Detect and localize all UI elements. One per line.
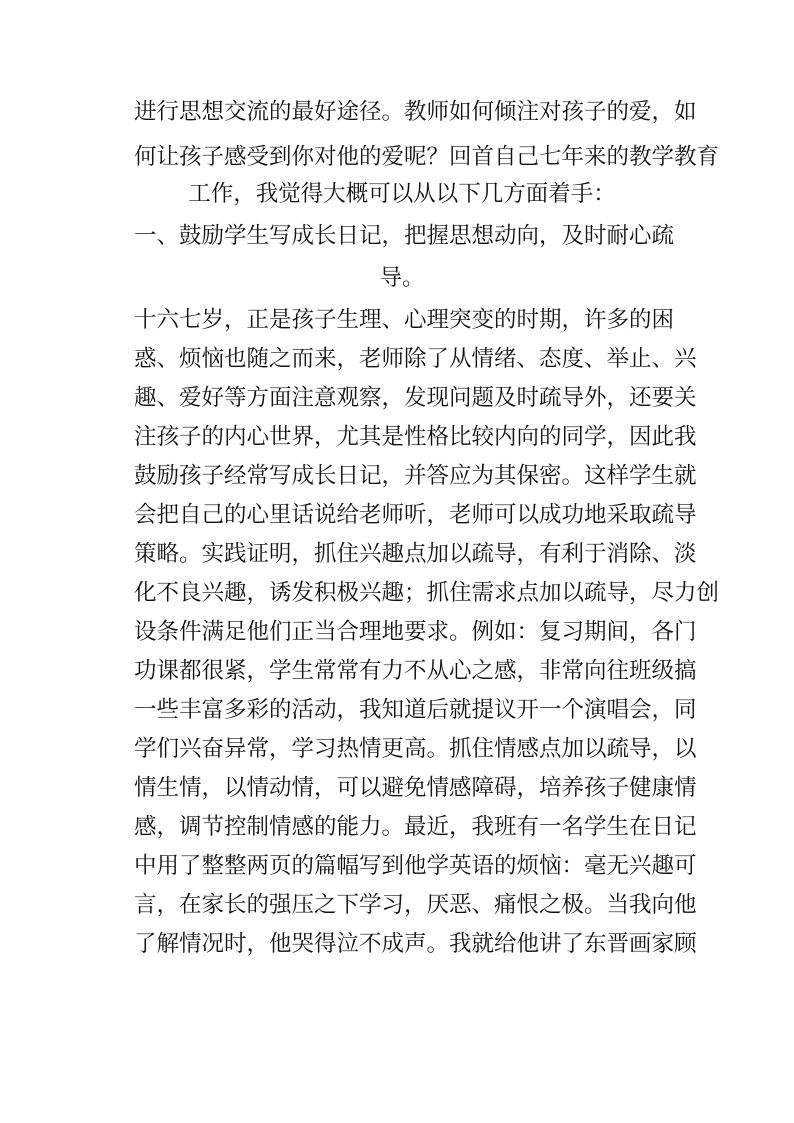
text-line: 感，调节控制情感的能力。最近，我班有一名学生在日记 (134, 814, 697, 840)
text-line: 进行思想交流的最好途径。教师如何倾注对孩子的爱，如 (134, 99, 697, 125)
text-line: 会把自己的心里话说给老师听，老师可以成功地采取疏导 (134, 502, 697, 528)
text-line: 了解情况时，他哭得泣不成声。我就给他讲了东晋画家顾 (134, 931, 697, 957)
text-line: 惑、烦恼也随之而来，老师除了从情绪、态度、举止、兴 (134, 346, 697, 372)
text-line: 情生情，以情动情，可以避免情感障碍，培养孩子健康情 (134, 775, 697, 801)
text-line: 一些丰富多彩的活动，我知道后就提议开一个演唱会，同 (134, 697, 697, 723)
text-line: 设条件满足他们正当合理地要求。例如：复习期间，各门 (134, 619, 697, 645)
section-heading: 一、鼓励学生写成长日记，把握思想动向，及时耐心疏 (134, 223, 675, 249)
text-line: 学们兴奋异常，学习热情更高。抓住情感点加以疏导，以 (134, 736, 697, 762)
text-line: 言，在家长的强压之下学习，厌恶、痛恨之极。当我向他 (134, 892, 697, 918)
section-heading-continued: 导。 (379, 265, 425, 291)
text-line: 鼓励孩子经常写成长日记，并答应为其保密。这样学生就 (134, 463, 697, 489)
text-line: 功课都很紧，学生常常有力不从心之感，非常向往班级搞 (134, 658, 697, 684)
text-line: 策略。实践证明，抓住兴趣点加以疏导，有利于消除、淡 (134, 541, 697, 567)
text-line: 注孩子的内心世界，尤其是性格比较内向的同学，因此我 (134, 424, 697, 450)
text-line: 趣、爱好等方面注意观察，发现问题及时疏导外，还要关 (134, 385, 697, 411)
text-line: 工作，我觉得大概可以从以下几方面着手： (188, 181, 616, 207)
text-line: 十六七岁，正是孩子生理、心理突变的时期，许多的困 (134, 307, 675, 333)
text-line: 化不良兴趣，诱发积极兴趣；抓住需求点加以疏导，尽力创 (134, 580, 720, 606)
text-line: 何让孩子感受到你对他的爱呢？回首自己七年来的教学教育 (134, 144, 720, 170)
text-line: 中用了整整两页的篇幅写到他学英语的烦恼：毫无兴趣可 (134, 853, 697, 879)
